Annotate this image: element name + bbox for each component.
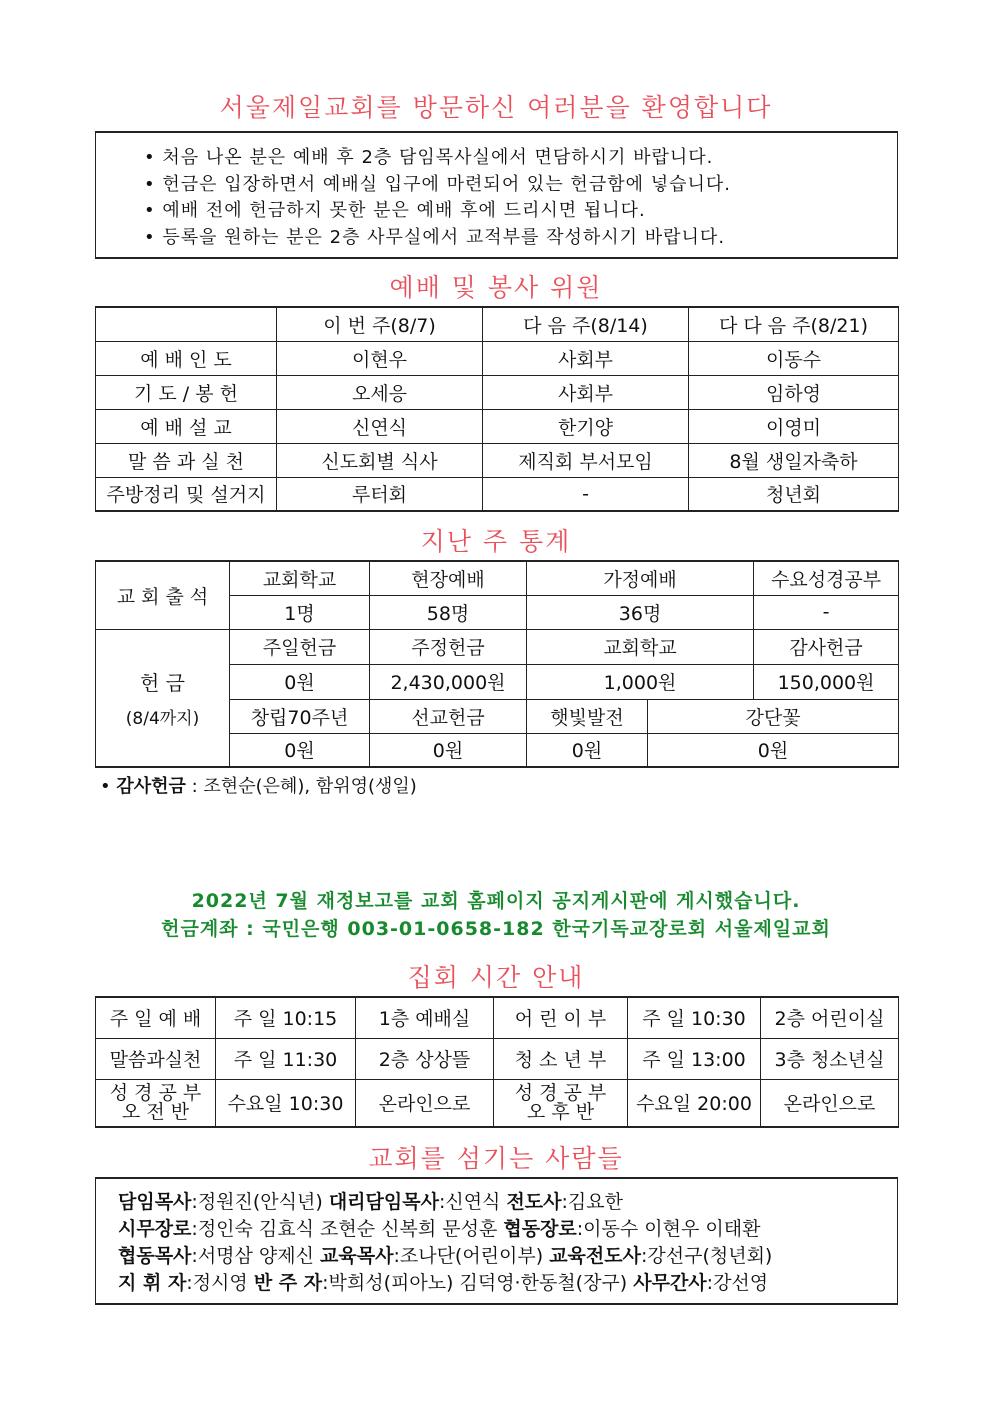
staff-names: :강선영 — [706, 1272, 769, 1294]
thanks-label: 감사헌금 — [116, 776, 186, 797]
duty-header: 다 음 주(8/14) — [483, 307, 689, 341]
staff-names: :이동수 이현우 이태환 — [576, 1218, 761, 1240]
staff-role: 대리담임목사 — [328, 1191, 439, 1213]
meeting-place: 2층 어린이실 — [761, 997, 899, 1038]
meeting-time: 수요일 10:30 — [216, 1079, 356, 1127]
staff-role: 협동장로 — [503, 1218, 577, 1240]
welcome-item: • 처음 나온 분은 예배 후 2층 담임목사실에서 면담하시기 바랍니다. — [144, 145, 897, 172]
welcome-box — [95, 131, 898, 259]
meeting-place: 온라인으로 — [761, 1079, 899, 1127]
staff-role: 교육목사 — [320, 1245, 394, 1267]
thanks-note: • 감사헌금 : 조현순(은혜), 함위영(생일) — [100, 776, 417, 797]
duty-cell: 루터회 — [277, 477, 483, 511]
staff-names: :강선구(청년회) — [640, 1245, 773, 1267]
staff-role: 반 주 자 — [253, 1272, 323, 1294]
meetings-title: 집회 시간 안내 — [407, 963, 585, 992]
offering-value: 1,000원 — [527, 664, 754, 699]
staff-names: :정시영 — [186, 1272, 254, 1294]
meeting-place: 1층 예배실 — [356, 997, 494, 1038]
welcome-item: • 등록을 원하는 분은 2층 사무실에서 교적부를 작성하시기 바랍니다. — [144, 225, 897, 252]
meetings-table — [95, 996, 899, 1128]
meeting-name — [494, 1079, 628, 1127]
offering-header: 강단꽃 — [648, 699, 899, 733]
staff-names: :김요한 — [561, 1191, 623, 1213]
meeting-name: 주 일 예 배 — [96, 997, 216, 1038]
staff-role: 사무간사 — [633, 1272, 707, 1294]
staff-names: :정원진(안식년) — [191, 1191, 329, 1213]
staff-names: :박희성(피아노) 김덕영·한동철(장구) — [322, 1272, 634, 1294]
meeting-name-line: 성 경 공 부 — [514, 1081, 607, 1104]
meeting-name-line: 성 경 공 부 — [109, 1081, 202, 1104]
offering-header: 창립70주년 — [230, 699, 370, 733]
staff-role: 전도사 — [506, 1191, 562, 1213]
attendance-header: 현장예배 — [370, 561, 527, 595]
meeting-time: 주 일 13:00 — [628, 1038, 761, 1079]
staff-line — [118, 1189, 897, 1216]
offering-title: 헌 금 — [140, 670, 185, 695]
staff-names: :서명삼 양제신 — [191, 1245, 321, 1267]
welcome-title: 서울제일교회를 방문하신 여러분을 환영합니다 — [219, 93, 773, 122]
duty-title: 예배 및 봉사 위원 — [389, 273, 603, 302]
duty-cell: 사회부 — [483, 341, 689, 375]
duty-cell: 이현우 — [277, 341, 483, 375]
duty-cell: 예 배 설 교 — [96, 409, 277, 443]
meeting-time: 수요일 20:00 — [628, 1079, 761, 1127]
offering-value: 150,000원 — [754, 664, 899, 699]
staff-role: 교육전도사 — [549, 1245, 641, 1267]
staff-line — [118, 1243, 897, 1270]
staff-box — [95, 1177, 898, 1305]
notice-line1: 2022년 7월 재정보고를 교회 홈페이지 공지게시판에 게시했습니다. — [191, 890, 801, 912]
meeting-place: 3층 청소년실 — [761, 1038, 899, 1079]
duty-cell: 임하영 — [689, 375, 899, 409]
offering-header: 교회학교 — [527, 629, 754, 664]
duty-header — [96, 307, 277, 341]
welcome-item: • 헌금은 입장하면서 예배실 입구에 마련되어 있는 헌금함에 넣습니다. — [144, 172, 897, 199]
staff-title: 교회를 섬기는 사람들 — [368, 1144, 624, 1173]
staff-names: :신연식 — [438, 1191, 507, 1213]
duty-table — [95, 306, 899, 512]
duty-cell: 오세응 — [277, 375, 483, 409]
offering-header: 햇빛발전 — [527, 699, 648, 733]
offering-value: 2,430,000원 — [370, 664, 527, 699]
meeting-name: 청 소 년 부 — [494, 1038, 628, 1079]
duty-cell: 사회부 — [483, 375, 689, 409]
attendance-value: - — [754, 595, 899, 629]
duty-header: 다 다 음 주(8/21) — [689, 307, 899, 341]
meeting-time: 주 일 10:15 — [216, 997, 356, 1038]
attendance-value: 36명 — [527, 595, 754, 629]
staff-role: 시무장로 — [118, 1218, 192, 1240]
staff-line — [118, 1216, 897, 1243]
attendance-header: 교회학교 — [230, 561, 370, 595]
meeting-time: 주 일 11:30 — [216, 1038, 356, 1079]
duty-cell: 말 씀 과 실 천 — [96, 443, 277, 477]
duty-cell: 8월 생일자축하 — [689, 443, 899, 477]
meeting-name-line: 오 전 반 — [121, 1100, 190, 1123]
duty-cell: 기 도 / 봉 헌 — [96, 375, 277, 409]
staff-names: :정인숙 김효식 조현순 신복희 문성훈 — [191, 1218, 504, 1240]
staff-role: 담임목사 — [118, 1191, 192, 1213]
duty-cell: 신도회별 식사 — [277, 443, 483, 477]
staff-names: :조나단(어린이부) — [393, 1245, 550, 1267]
meeting-name-line: 오 후 반 — [526, 1100, 595, 1123]
meeting-place: 2층 상상뜰 — [356, 1038, 494, 1079]
duty-cell: 이영미 — [689, 409, 899, 443]
duty-header: 이 번 주(8/7) — [277, 307, 483, 341]
offering-label — [96, 629, 230, 767]
meeting-name — [96, 1079, 216, 1127]
stats-table — [95, 560, 899, 768]
welcome-item: • 예배 전에 헌금하지 못한 분은 예배 후에 드리시면 됩니다. — [144, 198, 897, 225]
offering-sub: (8/4까지) — [125, 708, 200, 729]
meeting-name: 어 린 이 부 — [494, 997, 628, 1038]
offering-header: 선교헌금 — [370, 699, 527, 733]
meeting-time: 주 일 10:30 — [628, 997, 761, 1038]
duty-cell: 주방정리 및 설거지 — [96, 477, 277, 511]
offering-value: 0원 — [527, 733, 648, 767]
duty-cell: 신연식 — [277, 409, 483, 443]
attendance-label: 교 회 출 석 — [96, 561, 230, 629]
duty-cell: 제직회 부서모임 — [483, 443, 689, 477]
offering-value: 0원 — [648, 733, 899, 767]
meeting-place: 온라인으로 — [356, 1079, 494, 1127]
thanks-text: : 조현순(은혜), 함위영(생일) — [185, 776, 417, 797]
offering-header: 주일헌금 — [230, 629, 370, 664]
offering-value: 0원 — [230, 733, 370, 767]
offering-header: 감사헌금 — [754, 629, 899, 664]
offering-value: 0원 — [370, 733, 527, 767]
attendance-value: 1명 — [230, 595, 370, 629]
staff-role: 지 휘 자 — [118, 1272, 187, 1294]
duty-cell: 예 배 인 도 — [96, 341, 277, 375]
attendance-value: 58명 — [370, 595, 527, 629]
offering-value: 0원 — [230, 664, 370, 699]
stats-title: 지난 주 통계 — [420, 527, 572, 556]
meeting-name: 말씀과실천 — [96, 1038, 216, 1079]
duty-cell: - — [483, 477, 689, 511]
duty-cell: 이동수 — [689, 341, 899, 375]
staff-line — [118, 1270, 897, 1297]
staff-role: 협동목사 — [118, 1245, 192, 1267]
duty-cell: 한기양 — [483, 409, 689, 443]
attendance-header: 수요성경공부 — [754, 561, 899, 595]
notice-line2: 헌금계좌 : 국민은행 003-01-0658-182 한국기독교장로회 서울제일교회 — [161, 918, 831, 940]
offering-header: 주정헌금 — [370, 629, 527, 664]
attendance-header: 가정예배 — [527, 561, 754, 595]
duty-cell: 청년회 — [689, 477, 899, 511]
